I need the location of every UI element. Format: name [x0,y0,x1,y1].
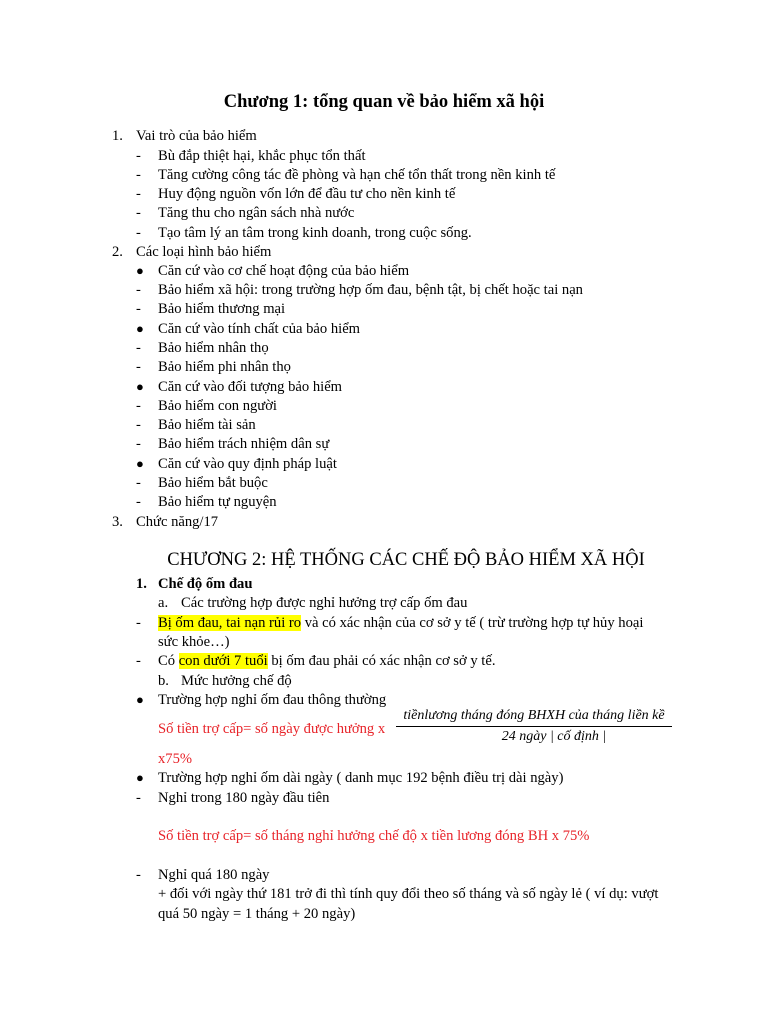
dash-marker: - [136,494,141,510]
chapter-1-title: Chương 1: tổng quan về bảo hiểm xã hội [223,92,545,112]
list-item-text: Trường hợp nghỉ ốm đau thông thường [158,692,387,708]
dash-marker: - [136,186,141,202]
list-item-text: Bù đắp thiệt hại, khắc phục tổn thất [158,148,366,164]
highlighted-text: con dưới 7 tuổi [178,653,268,669]
list-item-text: Trường hợp nghỉ ốm dài ngày ( danh mục 192 bệnh điều trị dài ngày) [158,770,564,786]
text-run: bị ốm đau phải có xác nhận cơ sở y tế. [267,653,496,669]
dash-marker: - [136,282,141,298]
dash-marker: - [136,167,141,183]
bullet-marker: ● [136,321,144,336]
dash-marker: - [136,301,141,317]
list-item-text: Tăng cường công tác đề phòng và hạn chế tổn thất trong nền kinh tế [158,167,556,183]
subsection-label: b. [158,673,169,689]
section-title: Chức năng/17 [136,514,219,530]
section-number: 2. [112,244,123,260]
section-title: Vai trò của bảo hiểm [136,128,257,144]
note-text: quá 50 ngày = 1 tháng + 20 ngày) [158,906,356,922]
list-item-text: Bảo hiểm tự nguyện [158,494,277,510]
fraction-bar [396,726,672,727]
formula-text: Số tiền trợ cấp= số ngày được hưởng x [158,721,386,737]
bullet-marker: ● [136,692,144,707]
text-run: Có [158,653,179,669]
subsection-text: Các trường hợp được nghỉ hưởng trợ cấp ốm đau [181,595,468,611]
list-item-text: Bảo hiểm thương mại [158,301,286,317]
dash-marker: - [136,436,141,452]
subsection-text: Mức hưởng chế độ [181,673,292,689]
dash-marker: - [136,205,141,221]
list-item-text: Nghỉ quá 180 ngày [158,867,270,883]
list-item-text: Tăng thu cho ngân sách nhà nước [158,205,355,221]
list-item-text: Căn cứ vào đối tượng bảo hiểm [158,379,343,395]
dash-marker: - [136,867,141,883]
list-item-text: Huy động nguồn vốn lớn để đầu tư cho nền kinh tế [158,186,456,202]
list-item-text: Bảo hiểm xã hội: trong trường hợp ốm đau, bệnh tật, bị chết hoặc tai nạn [158,282,583,298]
section-title: Các loại hình bảo hiểm [136,244,272,260]
list-item-text: sức khỏe…) [158,634,230,650]
dash-marker: - [136,417,141,433]
section-number: 1. [112,128,123,144]
dash-marker: - [136,475,141,491]
formula-text: Số tiền trợ cấp= số tháng nghỉ hưởng chế độ x tiền lương đóng BH x 75% [158,828,590,844]
list-item-text: Bảo hiểm bắt buộc [158,475,268,491]
chapter-2-title: CHƯƠNG 2: HỆ THỐNG CÁC CHẾ ĐỘ BẢO HIỂM XÃ HỘI [167,550,645,570]
dash-marker: - [136,398,141,414]
list-item-text [158,652,495,670]
bullet-marker: ● [136,379,144,394]
list-item-text: Nghỉ trong 180 ngày đầu tiên [158,790,330,806]
list-item-text: Bảo hiểm tài sản [158,417,256,433]
list-item-text: Bảo hiểm trách nhiệm dân sự [158,436,330,452]
dash-marker: - [136,359,141,375]
section-number: 3. [112,514,123,530]
dash-marker: - [136,225,141,241]
list-item-text: Bảo hiểm nhân thọ [158,340,269,356]
dash-marker: - [136,790,141,806]
dash-marker: - [136,653,141,669]
list-item-text: Tạo tâm lý an tâm trong kinh doanh, trong cuộc sống. [158,225,472,241]
fraction-denominator: 24 ngày | cố định | [501,729,607,744]
list-item-text: Bảo hiểm phi nhân thọ [158,359,291,375]
subsection-label: a. [158,595,169,611]
dash-marker: - [136,148,141,164]
list-item-text: Bảo hiểm con người [158,398,277,414]
dash-marker: - [136,615,141,631]
bullet-marker: ● [136,770,144,785]
section-title: Chế độ ốm đau [158,576,253,592]
list-item-text: Căn cứ vào quy định pháp luật [158,456,337,472]
list-item-text: Căn cứ vào cơ chế hoạt động của bảo hiểm [158,263,410,279]
list-item-text: Căn cứ vào tính chất của bảo hiểm [158,321,361,337]
fraction-numerator: tiềnlương tháng đóng BHXH của tháng liền kề [403,708,665,723]
bullet-marker: ● [136,263,144,278]
bullet-marker: ● [136,456,144,471]
highlighted-text: Bị ốm đau, tai nạn rủi ro [158,615,302,631]
text-run: và có xác nhận của cơ sở y tế ( trừ trường hợp tự hủy hoại [301,615,644,631]
section-number: 1. [136,576,147,592]
formula-1-fraction [396,708,672,745]
dash-marker: - [136,340,141,356]
list-item-text [158,614,643,632]
formula-text: x75% [158,751,193,767]
note-text: + đối với ngày thứ 181 trở đi thì tính quy đổi theo số tháng và số ngày lẻ ( ví dụ: vượt [158,886,659,902]
